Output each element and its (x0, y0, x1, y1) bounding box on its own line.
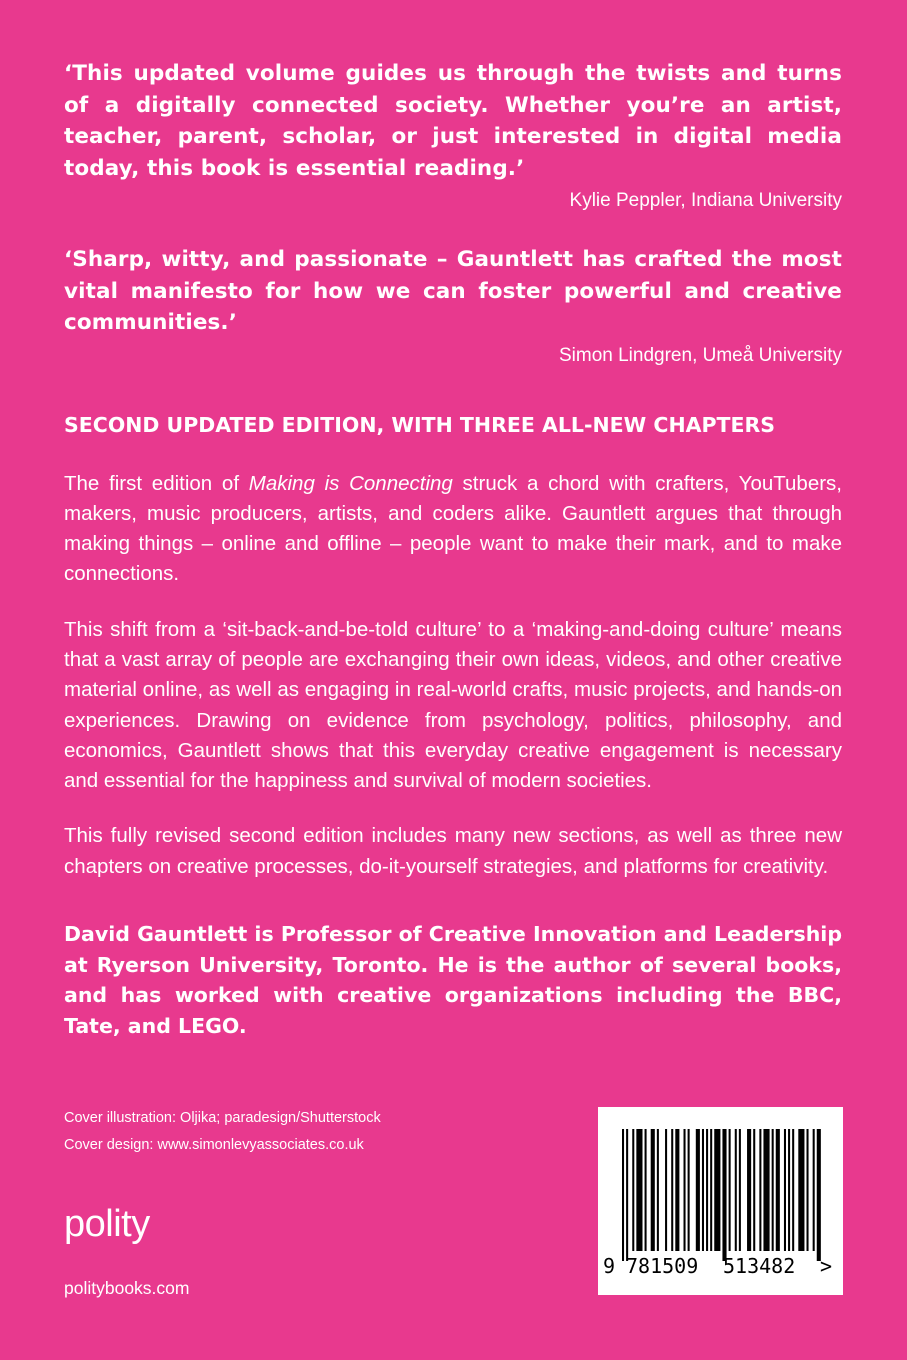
review-quote-1: ‘This updated volume guides us through the twists and turns of a digitally connected society. Whether you’re an artist, teacher, parent, scholar, or just interested in digital media today, this book is essential reading.’ (64, 61, 842, 181)
description-p1-before: The first edition of (64, 471, 249, 495)
barcode-bar (753, 1129, 755, 1251)
barcode-bar (722, 1129, 726, 1261)
barcode-bar (645, 1129, 647, 1251)
barcode-bar (710, 1129, 712, 1251)
description-p1-after: struck a chord with crafters, YouTubers, makers, music producers, artists, and coders alike. Gauntlett argues that through making things – online and offline – people want to make their mark, and to make connections. (64, 471, 842, 586)
back-cover-content (64, 58, 842, 1041)
barcode-bar (747, 1129, 751, 1251)
book-title-italic: Making is Connecting (248, 471, 453, 495)
barcode-bar (792, 1129, 794, 1251)
barcode-bar (735, 1129, 737, 1251)
barcode-bar (759, 1129, 761, 1251)
barcode-bar (657, 1129, 659, 1251)
barcode-bar (776, 1129, 780, 1251)
author-bio: David Gauntlett is Professor of Creative Innovation and Leadership at Ryerson University, Toronto. He is the author of several books, and has worked with creative organizations including the BBC, Tate, and LEGO. (64, 922, 842, 1038)
barcode-bar (714, 1129, 720, 1251)
barcode-bar (784, 1129, 786, 1251)
description-paragraph-3: This fully revised second edition includes many new sections, as well as three new chapters on creative processes, do-it-yourself strategies, and platforms for creativity. (64, 824, 842, 878)
barcode-bar (706, 1129, 708, 1251)
review-attribution-2: Simon Lindgren, Umeå University (558, 344, 842, 366)
review-quote-2: ‘Sharp, witty, and passionate – Gauntlett has crafted the most vital manifesto for how we can foster powerful and creative communities.’ (64, 247, 842, 335)
barcode-bar (636, 1129, 642, 1251)
barcode-bar (772, 1129, 774, 1251)
barcode-bar (739, 1129, 741, 1251)
barcode-bar (813, 1129, 815, 1251)
barcode-bar (688, 1129, 690, 1251)
barcode-bar (665, 1129, 667, 1251)
barcode-bar (729, 1129, 731, 1251)
barcode-bar (788, 1129, 790, 1251)
barcode-bar (671, 1129, 673, 1251)
barcode-bar (702, 1129, 704, 1251)
description-paragraph-2: This shift from a ‘sit-back-and-be-told culture’ to a ‘making-and-doing culture’ means that a vast array of people are exchanging their own ideas, videos, and other creative material online, as well as engaging in real-world crafts, music projects, and hands-on experiences. Drawing on evidence from psychology, politics, philosophy, and economics, Gauntlett shows that this everyday creative engagement is necessary and essential for the happiness and survival of modern societies. (64, 617, 842, 793)
barcode-bar (622, 1129, 624, 1261)
barcode-bar (817, 1129, 821, 1261)
barcode-bar (696, 1129, 700, 1251)
publisher-website: politybooks.com (64, 1278, 190, 1298)
barcode-quiet-marker: > (820, 1254, 833, 1278)
design-credit: Cover design: www.simonlevyassociates.co.uk (64, 1137, 364, 1153)
cover-credits (64, 1105, 381, 1159)
barcode-bar (807, 1129, 809, 1251)
barcode-bar (798, 1129, 804, 1251)
review-attribution-1: Kylie Peppler, Indiana University (569, 190, 842, 211)
barcode-bar (632, 1129, 634, 1251)
barcode-bar (763, 1129, 769, 1251)
barcode-digits (598, 1254, 843, 1284)
barcode-bar (651, 1129, 655, 1251)
barcode-digit-group-1: 781509 (626, 1254, 699, 1278)
barcode-bar (675, 1129, 679, 1251)
barcode-digit-group-2: 513482 (723, 1254, 796, 1278)
barcode-digit-prefix: 9 (603, 1254, 616, 1278)
description-paragraph-1 (64, 469, 842, 590)
illustration-credit: Cover illustration: Oljika; paradesign/Shutterstock (64, 1110, 381, 1126)
publisher-logo: polity (64, 1203, 150, 1245)
barcode-bar (626, 1129, 628, 1261)
barcode-bar (684, 1129, 686, 1251)
edition-headline: SECOND UPDATED EDITION, WITH THREE ALL-NEW CHAPTERS (64, 412, 776, 437)
isbn-barcode (598, 1107, 843, 1295)
